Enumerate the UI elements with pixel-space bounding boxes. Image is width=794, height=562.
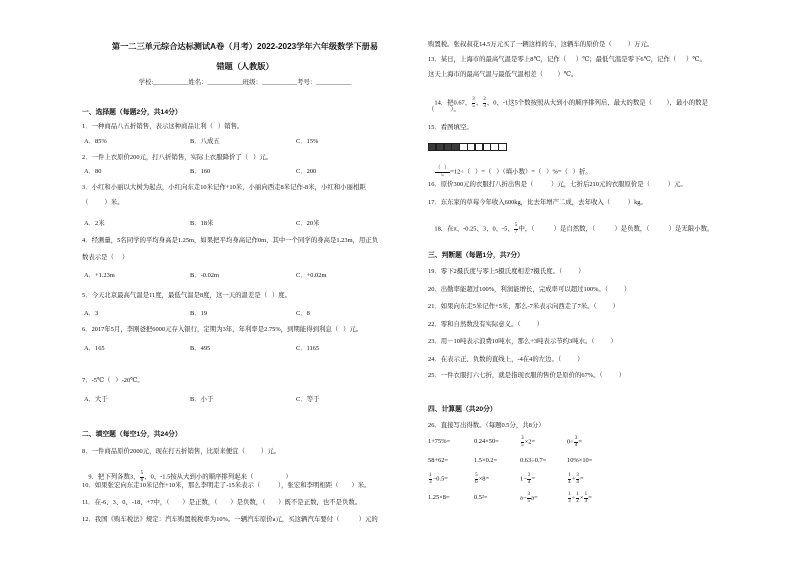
calc-r3-item1 (428, 473, 448, 485)
question-3-line1: 3．小红和小丽以大树为起点，小红向东走10米记作+10米，小丽向西走8米记作-8米，小红和小丽相距 (82, 184, 366, 191)
q6-option-b: B．495 (190, 345, 211, 352)
question-24: 24．在表示正、负数的直线上，-4在4的左边。（ ） (428, 356, 584, 363)
calc-text: −0.5= (432, 475, 448, 483)
calc-r4-item1: 1.25×8= (428, 494, 450, 501)
question-19: 19．零下2摄氏度与零上5摄氏度相差7摄氏度。（ ） (428, 268, 585, 275)
q1-option-a: A．85% (84, 138, 107, 145)
calc-r3-item2 (474, 473, 489, 485)
calc-fraction (568, 473, 572, 485)
calc-text: ×2= (524, 438, 536, 446)
section-heading-fill: 二、填空题（每空1分，共24分） (82, 431, 182, 438)
calc-text: a= (531, 494, 538, 502)
calc-numerator: 3 (527, 492, 531, 497)
calc-text: × (579, 494, 584, 502)
question-10: 10．如果张宏向东走10米记作+10米，那么李明走了-15米表示（ ），张宏和李明相距（ ）米。 (82, 482, 371, 489)
q5-option-a: A．3 (84, 310, 99, 317)
question-20: 20．出勤率能超过100%，利润能增长，完成率可以超过100%。（ ） (428, 286, 631, 293)
calc-r1-item3 (520, 436, 535, 448)
q15-text-after: =12÷（ ）=（ ）（填小数）=（ ）%=（ ）折。 (450, 168, 592, 176)
calc-denominator: 4 (527, 479, 531, 485)
q3-option-c: C．20米 (296, 220, 320, 227)
calc-denominator: 4 (568, 479, 571, 485)
question-7: 7．-5℃（ ）-20℃。 (82, 377, 144, 384)
q7-option-a: A．大于 (84, 396, 108, 403)
calc-numerator: 3 (527, 473, 531, 478)
q18-numerator: 5 (514, 223, 518, 228)
calc-text: ×8= (478, 475, 490, 483)
question-14-line2: （ ）。 (428, 106, 460, 113)
q1-option-c: C．15% (296, 138, 319, 145)
question-18 (428, 215, 713, 243)
calc-fraction (576, 492, 580, 504)
calc-r2-item4: 10%×10= (567, 457, 593, 464)
calc-text: = (588, 494, 592, 502)
q9-text-before: 9．把下列各数3、 (88, 473, 140, 481)
question-4-line1: 4．经测量，5名同学的平均身高是1.25m，如果把平均身高记作0m，其中一个同学的身高是1.23m，用正负 (82, 237, 379, 244)
q6-option-a: A．165 (84, 345, 105, 352)
q14-fraction-2 (483, 97, 487, 109)
q14-numerator-2: 2 (483, 97, 486, 102)
question-12-line2: 购置税。张叔叔花14.5万元买了一辆这样的车，这辆车的原价是（ ）万元。 (428, 41, 654, 48)
question-3-line2: （ ）米。 (82, 199, 124, 206)
q14-numerator-1: 3 (472, 97, 475, 102)
question-15: 15．看图填空。 (428, 124, 473, 131)
q15-numerator: （ ） (435, 166, 450, 171)
calc-denominator: 3 (568, 498, 571, 504)
calc-text: 0÷ (567, 438, 574, 446)
calc-text: = (578, 438, 582, 446)
calc-fraction (527, 473, 531, 485)
question-12-line1: 12．我国《购车税法》规定：汽车购置税税率为10%。一辆汽车原价a元，买这辆汽车要付（ ）元的 (82, 516, 378, 523)
calc-r4-item2: 0.5²= (474, 494, 488, 501)
question-2: 2．一件上衣原价200元，打八折销售，实际上衣服降价了（ ）元。 (82, 154, 273, 161)
q9-denominator: 6 (140, 477, 144, 483)
calc-denominator: 4 (576, 479, 579, 485)
q7-option-b: B．小于 (190, 396, 214, 403)
calc-r2-item2: 1.5×0.2= (474, 457, 498, 464)
section-heading-calc: 四、计算题（共20分） (428, 406, 497, 413)
question-13-line2: 这天上海市的最高气温与最低气温相差（ ）℃。 (428, 71, 578, 78)
calc-numerator: 1 (576, 492, 579, 497)
student-info-line: 学校:___________姓名：___________班级：___________考号：___________ (138, 79, 352, 86)
question-22: 22．零和自然数没有实际意义。（ ） (428, 321, 544, 328)
q14-denominator-1: 5 (472, 103, 475, 109)
q5-option-b: B．19 (190, 310, 208, 317)
q15-shaded-bar-figure (428, 143, 506, 152)
q14-text-2: 、 (475, 99, 483, 107)
calc-denominator: 5 (527, 498, 531, 504)
q2-option-a: A．80 (84, 168, 102, 175)
calc-numerator: 3 (576, 473, 579, 478)
calc-text: = (531, 475, 536, 483)
q9-text-after: 、0、-1.5按从大到小的顺序排列起来（ ） (144, 473, 292, 481)
section-heading-judge: 三、判断题（每题1分，共7分） (428, 252, 524, 259)
q4-option-c: C．+0.02m (296, 272, 327, 279)
q7-option-c: C．等于 (296, 396, 320, 403)
calc-denominator: 5 (521, 442, 524, 448)
question-17: 17．东东家的草莓今年收入600kg，比去年增产二成，去年收入（ ）kg。 (428, 199, 647, 206)
question-1: 1．一种商品八五折销售，表示这种商品让利（ ）销售。 (82, 123, 244, 130)
exam-title-line1: 第一二三单元综合达标测试A卷（月考）2022-2023学年六年级数学下册易 (111, 42, 379, 51)
calc-numerator: 3 (521, 436, 524, 441)
exam-title-line2: 错题（人教版） (216, 62, 274, 71)
calc-r3-item4 (567, 473, 584, 485)
calc-denominator: 3 (584, 498, 588, 504)
question-25: 25．一件衣服打六七折，就是指现衣服的售价是原价的67%。（ ） (428, 372, 626, 379)
q2-option-c: C．200 (296, 168, 317, 175)
q18-text-after: 中，（ ）是自然数，（ ）是负数，（ ）是无限小数。 (518, 225, 714, 233)
calc-numerator: 1 (568, 473, 571, 478)
calc-denominator: 3 (429, 479, 432, 485)
calc-r1-item1: 1+75%= (428, 438, 451, 445)
calc-fraction (475, 473, 479, 485)
calc-r2-item1: 58+62= (428, 457, 448, 464)
calc-fraction (576, 473, 580, 485)
calc-r1-item3-fraction (521, 436, 525, 448)
calc-r1-item2: 0.24×50= (474, 438, 499, 445)
q2-option-b: B．160 (190, 168, 211, 175)
q14-text-3: 、0、-1这5个数按照从大到小的顺序排列后，最大的数是（ ），最小的数是 (486, 99, 708, 107)
calc-text: = (579, 475, 584, 483)
calc-text: 1− (520, 475, 527, 483)
question-8: 8．一件商品原价2000元，现在打五折销售，比原来便宜（ ）元。 (82, 448, 281, 455)
q3-option-b: B．18米 (190, 220, 214, 227)
calc-r4-item3 (520, 492, 538, 504)
calc-text: ÷ (571, 494, 576, 502)
calc-numerator: 1 (429, 473, 432, 478)
q4-option-a: A．+1.23m (84, 272, 115, 279)
calc-fraction (568, 492, 572, 504)
calc-text: + (571, 475, 576, 483)
q3-option-a: A．2米 (84, 220, 105, 227)
question-14-line1 (428, 89, 708, 117)
question-13-line1: 13．某日，上海市的最高气温是零上8℃，记作（ ）℃；最低气温是零下6℃，记作（ ）℃。 (428, 56, 706, 63)
q14-text-1: 14．把0.67、 (434, 99, 472, 107)
question-26: 26．直接写出得数。（每题0.5分，共8分） (428, 422, 545, 429)
calc-numerator: 3 (574, 436, 578, 441)
q15-fraction (435, 166, 450, 178)
section-heading-choice: 一、选择题（每题2分，共14分） (82, 109, 182, 116)
calc-r4-item4 (567, 492, 592, 504)
calc-r3-item3 (520, 473, 535, 485)
q1-option-b: B．八成五 (190, 138, 220, 145)
question-16: 16．原价300元的衣服打八折出售是（ ）元，七折后210元的衣服原价是（ ）元。 (428, 181, 687, 188)
q4-option-b: B．-0.02m (190, 272, 219, 279)
q14-fraction-1 (472, 97, 476, 109)
question-6: 6．2017年5月，李刚爸把6000元存入银行，定期为3年，年利率是2.75%，到期能得到利息（ ）元。 (82, 326, 363, 333)
q18-denominator: 7 (514, 229, 518, 235)
calc-text: a− (520, 494, 527, 502)
q14-denominator-2: 3 (483, 103, 486, 109)
question-5: 5．今天北京最高气温是11度，最低气温是8度，这一天的温差是（ ）度。 (82, 292, 292, 299)
calc-numerator: 1 (568, 492, 571, 497)
q15-denominator: 5 (441, 172, 444, 178)
calc-numerator: 5 (475, 473, 478, 478)
question-11: 11．在-6、3、0、-18、+7中，（ ）是正数，（ ）是负数，（ ）既不是正数，也不是负数。 (82, 499, 362, 506)
q15-empty-cell (498, 143, 506, 151)
calc-fraction (429, 473, 433, 485)
calc-numerator: 1 (584, 492, 588, 497)
q5-option-c: C．8 (296, 310, 310, 317)
q18-text-before: 18．在π、-0.25、3、0、-5、 (434, 225, 514, 233)
q6-option-c: C．1165 (296, 345, 320, 352)
question-4-line2: 数表示是（ ） (82, 254, 129, 261)
calc-denominator: 2 (576, 498, 579, 504)
question-21: 21．如果向东走5米记作+5米，那么-7米表示向西走了7米。（ ） (428, 303, 620, 310)
calc-denominator: 4 (574, 442, 578, 448)
question-23: 23．用－10吨表示浪费10吨水，那么+3吨表示节约3吨水。（ ） (428, 338, 617, 345)
calc-denominator: 6 (475, 479, 478, 485)
calc-r2-item3: 0.63÷0.7= (520, 457, 547, 464)
calc-r1-item4 (567, 436, 582, 448)
q9-numerator: 5 (140, 471, 144, 476)
